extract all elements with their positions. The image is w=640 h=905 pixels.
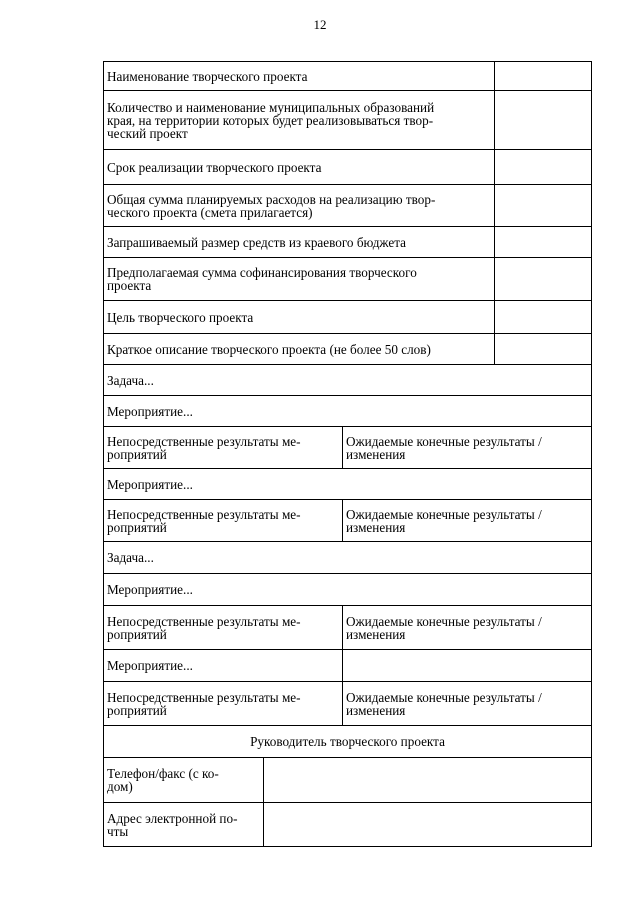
expected-results-label: Ожидаемые конечные результаты / изменения <box>343 682 592 726</box>
row-event-2 <box>104 469 592 500</box>
event-label: Мероприятие... <box>104 574 592 606</box>
requested-funds-label: Запрашиваемый размер средств из краевого бюджета <box>104 227 495 258</box>
description-label: Краткое описание творческого проекта (не более 50 слов) <box>104 334 495 365</box>
phone-label: Телефон/факс (с ко- дом) <box>104 758 264 803</box>
event-value[interactable] <box>343 650 592 682</box>
term-label: Срок реализации творческого проекта <box>104 150 495 185</box>
expected-results-label: Ожидаемые конечные результаты / изменения <box>343 500 592 542</box>
task-label: Задача... <box>104 542 592 574</box>
municipalities-value[interactable] <box>495 91 592 150</box>
project-form-table <box>103 61 592 847</box>
email-value[interactable] <box>264 803 592 847</box>
row-requested-funds <box>104 227 592 258</box>
municipalities-label: Количество и наименование муниципальных образований края, на территории которых будет реализовываться твор- ческий проект <box>104 91 495 150</box>
project-name-value[interactable] <box>495 62 592 91</box>
project-name-label: Наименование творческого проекта <box>104 62 495 91</box>
phone-value[interactable] <box>264 758 592 803</box>
requested-funds-value[interactable] <box>495 227 592 258</box>
row-cofinancing <box>104 258 592 301</box>
direct-results-label: Непосредственные результаты ме- роприятий <box>104 682 343 726</box>
goal-label: Цель творческого проекта <box>104 301 495 334</box>
row-event-1 <box>104 396 592 427</box>
term-value[interactable] <box>495 150 592 185</box>
row-project-name <box>104 62 592 91</box>
goal-value[interactable] <box>495 301 592 334</box>
row-municipalities <box>104 91 592 150</box>
row-task-1 <box>104 365 592 396</box>
total-expenses-value[interactable] <box>495 185 592 227</box>
row-total-expenses <box>104 185 592 227</box>
row-event-4 <box>104 650 592 682</box>
row-email <box>104 803 592 847</box>
row-term <box>104 150 592 185</box>
expected-results-label: Ожидаемые конечные результаты / изменения <box>343 606 592 650</box>
row-manager-heading <box>104 726 592 758</box>
row-results-4 <box>104 682 592 726</box>
email-label: Адрес электронной по- чты <box>104 803 264 847</box>
manager-heading: Руководитель творческого проекта <box>104 726 592 758</box>
expected-results-label: Ожидаемые конечные результаты / изменения <box>343 427 592 469</box>
page-number: 12 <box>313 17 327 32</box>
cofinancing-label: Предполагаемая сумма софинансирования творческого проекта <box>104 258 495 301</box>
row-results-1 <box>104 427 592 469</box>
total-expenses-label: Общая сумма планируемых расходов на реализацию твор- ческого проекта (смета прилагается) <box>104 185 495 227</box>
row-results-3 <box>104 606 592 650</box>
event-label: Мероприятие... <box>104 469 592 500</box>
event-label: Мероприятие... <box>104 650 343 682</box>
row-task-2 <box>104 542 592 574</box>
cofinancing-value[interactable] <box>495 258 592 301</box>
row-goal <box>104 301 592 334</box>
direct-results-label: Непосредственные результаты ме- роприятий <box>104 606 343 650</box>
event-label: Мероприятие... <box>104 396 592 427</box>
row-event-3 <box>104 574 592 606</box>
row-phone <box>104 758 592 803</box>
row-results-2 <box>104 500 592 542</box>
row-description <box>104 334 592 365</box>
direct-results-label: Непосредственные результаты ме- роприятий <box>104 500 343 542</box>
description-value[interactable] <box>495 334 592 365</box>
direct-results-label: Непосредственные результаты ме- роприятий <box>104 427 343 469</box>
task-label: Задача... <box>104 365 592 396</box>
